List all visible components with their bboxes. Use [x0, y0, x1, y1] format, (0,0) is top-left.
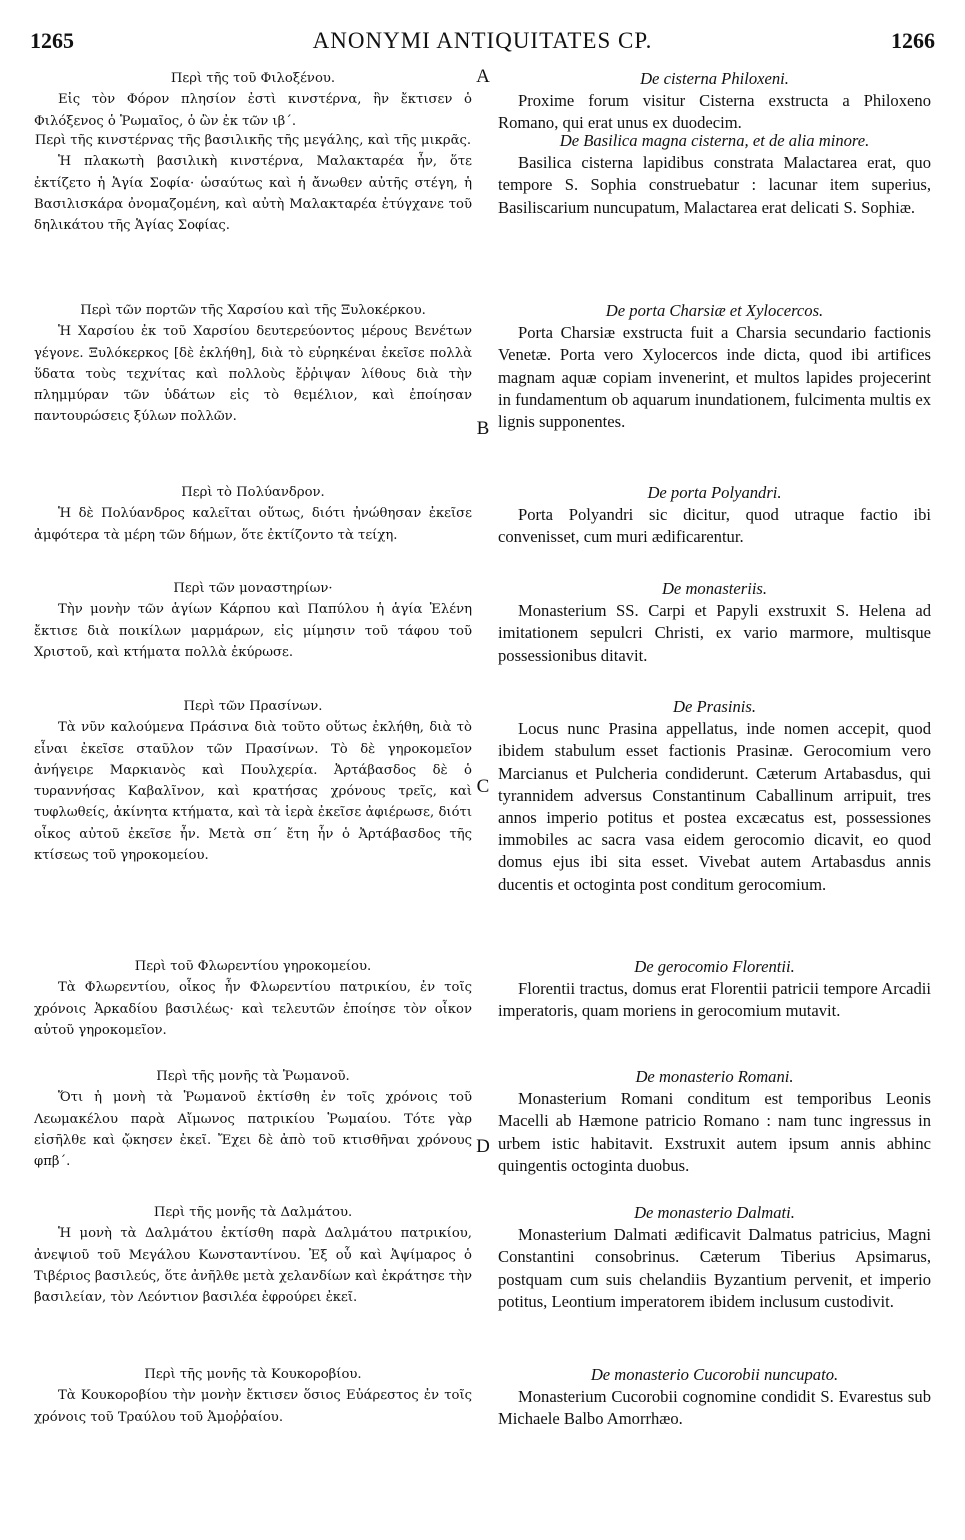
latin-heading: De gerocomio Florentii. [634, 957, 795, 976]
latin-heading: De Basilica magna cisterna, et de alia minore. [559, 131, 870, 150]
latin-column [498, 68, 931, 1431]
latin-paragraph: Locus nunc Prasina appellatus, inde nomen accepit, quod ibidem stabulum esset factionis Prasinæ. Gerocomium vero Marcianus et Pulcheria condiderunt. Cæterum Artabasdus, qui tyrannidem adversus Constantinum Caballinum arripuit, tres annos imperio potitus et postea excæcatus est, possessiones immobiles ac sacra vasa eidem gerocomio dicavit, eo quod domus ejus ibi sita esset. Vivebat autem Artabasdus annis ducentis et octoginta post conditum gerocomium. [498, 719, 931, 894]
greek-section [34, 1066, 472, 1202]
latin-section [498, 300, 931, 482]
running-title: ANONYMI ANTIQUITATES CP. [312, 28, 653, 53]
page-number-left: 1265 [30, 28, 74, 53]
greek-section [34, 578, 472, 696]
greek-heading: Περὶ τῆς κινστέρνας τῆς βασιλικῆς τῆς μεγάλης, καὶ τῆς μικρᾶς. [34, 133, 472, 148]
greek-paragraph: Ἡ δὲ Πολύανδρος καλεῖται οὕτως, διότι ἠνώθησαν ἐκεῖσε ἀμφότερα τὰ μέρη τῶν δήμων, ὅτε ἐκτίζοντο τὰ τείχη. [34, 506, 472, 543]
greek-paragraph: Τὴν μονὴν τῶν ἁγίων Κάρπου καὶ Παπύλου ἡ ἁγία Ἑλένη ἔκτισε διὰ ποικίλων μαρμάρων, εἰς μίμησιν τοῦ τάφου τοῦ Χριστοῦ, καὶ κτήματα πολλὰ ἐκύρωσε. [34, 602, 472, 660]
greek-heading: Περὶ τὸ Πολύανδρον. [181, 485, 325, 500]
margin-marker-d: D [476, 1136, 490, 1157]
latin-heading: De monasterio Cucorobii nuncupato. [590, 1365, 839, 1384]
greek-heading: Περὶ τῆς τοῦ Φιλοξένου. [170, 71, 336, 86]
latin-paragraph: Porta Charsiæ exstructa fuit a Charsia secundario factionis Venetæ. Porta vero Xylocercos inde dicta, quod ibi artifices magnam aquæ copiam invenerint, et multos lapides projecerint in fundamentum ob aquarum inundationem, fulcimenta multis ex lignis supponentes. [498, 323, 931, 432]
greek-paragraph: Τὰ νῦν καλούμενα Πράσινα διὰ τοῦτο οὕτως ἐκλήθη, διὰ τὸ εἶναι ἐκεῖσε σταῦλον τῶν Πρασίνων. Τὸ δὲ γηροκομεῖον ἀνήγειρε Μαρκιανὸς καὶ Πουλχερία. Ἀρτάβασδος δὲ ὁ τυραννήσας Καβαλῖνον, καὶ κρατήσας χρόνους τρεῖς, καὶ τυφλωθείς, ἀκίνητα κτήματα, καὶ τὰ ἱερὰ ἐκεῖσε ἀφιέρωσε, διότι οἶκος αὐτοῦ ἐκεῖσε ἦν. Μετὰ σπ΄ ἔτη ἦν ὁ Ἀρτάβασδος τῆς κτίσεως τοῦ γηροκομείου. [34, 720, 472, 864]
greek-section [34, 956, 472, 1066]
page-header [30, 28, 935, 58]
latin-section [498, 578, 931, 696]
greek-paragraph: Ὅτι ἡ μονὴ τὰ Ῥωμανοῦ ἐκτίσθη ἐν τοῖς χρόνοις τοῦ Λεωμακέλου παρὰ Αἴμωνος πατρικίου Ῥωμαίου. Τότε γὰρ εἰσῆλθε καὶ ᾤκησεν ἐκεῖ. Ἔχει δὲ ἀπὸ τοῦ κτισθῆναι χρόνους φπβ΄. [34, 1090, 472, 1170]
latin-paragraph: Porta Polyandri sic dicitur, quod utraque factio ibi convenisset, cum muri ædificarentur. [498, 505, 931, 547]
greek-paragraph: Ἡ Χαρσίου ἐκ τοῦ Χαρσίου δευτερεύοντος μέρους Βενέτων γέγονε. Ξυλόκερκος [δὲ ἐκλήθη], διὰ τὸ εὑρηκέναι ἐκεῖσε πολλὰ ὕδατα τοὺς τεχνίτας καὶ πολλοὺς ἔῤῥιψαν λίθους διὰ τὴν πλημμύραν τῶν ὑδάτων εἰς τὸ θεμέλιον, καὶ ἐποίησαν παντουρώσεις ξύλων πολλῶν. [34, 324, 472, 425]
latin-paragraph: Monasterium Dalmati ædificavit Dalmatus patricius, Magni Constantini consobrinus. Cæterum Tiberius Apsimarus, postquam cum suis chelandiis Byzantium pervenit, et imperio potitus, Leontium imperatorem ibidem inclusum custodivit. [498, 1225, 931, 1311]
page-number-right: 1266 [891, 28, 935, 53]
greek-paragraph: Ἡ πλακωτὴ βασιλικὴ κινστέρνα, Μαλακταρέα ἦν, ὅτε ἐκτίζετο ἡ Ἁγία Σοφία· ὡσαύτως καὶ ἡ ἄνωθεν αὐτῆς στέγη, ἡ Βασιλισκάρα ὀνομαζομένη, καὶ αὐτὴ Μαλακταρέα ἐτύγχανε τοῦ δηλικάτου τῆς Ἁγίας Σοφίας. [34, 154, 472, 234]
greek-heading: Περὶ τοῦ Φλωρεντίου γηροκομείου. [134, 959, 372, 974]
latin-heading: De porta Polyandri. [647, 483, 782, 502]
greek-heading: Περὶ τῶν μοναστηρίων· [173, 581, 333, 596]
greek-section [34, 1202, 472, 1364]
greek-heading: Περὶ τῆς μονῆς τὰ Δαλμάτου. [153, 1205, 353, 1220]
greek-section [34, 1364, 472, 1428]
latin-heading: De monasteriis. [661, 579, 768, 598]
latin-section [498, 956, 931, 1066]
greek-section [34, 300, 472, 482]
latin-section [498, 696, 931, 956]
latin-section [498, 1364, 931, 1431]
margin-marker-b: B [476, 418, 490, 439]
latin-paragraph: Florentii tractus, domus erat Florentii patricii tempore Arcadii imperatoris, quam moriens in gerocomium mutavit. [498, 979, 931, 1021]
latin-paragraph: Monasterium SS. Carpi et Papyli exstruxit S. Helena ad imitationem sepulcri Christi, ex vario marmore, multisque possessionibus ditavit. [498, 601, 931, 665]
greek-heading: Περὶ τῶν πορτῶν τῆς Χαρσίου καὶ τῆς Ξυλοκέρκου. [80, 303, 426, 318]
latin-heading: De cisterna Philoxeni. [640, 69, 789, 88]
greek-paragraph: Ἡ μονὴ τὰ Δαλμάτου ἐκτίσθη παρὰ Δαλμάτου πατρικίου, ἀνεψιοῦ τοῦ Μεγάλου Κωνσταντίνου. Ἐξ οὗ καὶ Ἀψίμαρος ὁ Τιβέριος βασιλεύς, ὅτε ἀνῆλθε μετὰ χελανδίων καὶ ἐκράτησε τὴν βασιλείαν, τὸν Λεόντιον βασιλέα ἐφρούρει ἐκεῖ. [34, 1226, 472, 1306]
greek-heading: Περὶ τῆς μονῆς τὰ Κουκοροβίου. [144, 1367, 362, 1382]
greek-paragraph: Τὰ Φλωρεντίου, οἶκος ἦν Φλωρεντίου πατρικίου, ἐν τοῖς χρόνοις Ἀρκαδίου βασιλέως· καὶ τελευτῶν ἐποίησε τὸν οἶκον αὐτοῦ γηροκομεῖον. [34, 980, 472, 1038]
greek-heading: Περὶ τῆς μονῆς τὰ Ῥωμανοῦ. [156, 1069, 350, 1084]
latin-section [498, 68, 931, 133]
greek-column [34, 68, 472, 1428]
latin-section [498, 130, 931, 300]
greek-section [34, 482, 472, 578]
greek-section [34, 696, 472, 956]
latin-heading: De monasterio Dalmati. [634, 1203, 795, 1222]
latin-section [498, 482, 931, 578]
greek-heading: Περὶ τῶν Πρασίνων. [183, 699, 323, 714]
margin-marker-c: C [476, 776, 490, 797]
latin-heading: De porta Charsiæ et Xylocercos. [605, 301, 824, 320]
latin-heading: De Prasinis. [673, 697, 756, 716]
greek-section [34, 130, 472, 300]
latin-paragraph: Basilica cisterna lapidibus constrata Malactarea erat, quo tempore S. Sophia construebatur : lacunar item superius, Basiliscarium nuncupatum, Malactarea erat delicati S. Sophiæ. [498, 153, 931, 217]
greek-paragraph: Εἰς τὸν Φόρον πλησίον ἐστὶ κινστέρνα, ἣν ἔκτισεν ὁ Φιλόξενος ὁ Ῥωμαῖος, ὁ ὢν ἐκ τῶν ιβ΄. [34, 92, 472, 129]
latin-paragraph: Monasterium Cucorobii cognomine condidit S. Evarestus sub Michaele Balbo Amorrhæo. [498, 1387, 931, 1429]
latin-heading: De monasterio Romani. [635, 1067, 794, 1086]
latin-section [498, 1066, 931, 1202]
greek-paragraph: Τὰ Κουκοροβίου τὴν μονὴν ἔκτισεν ὅσιος Εὐάρεστος ἐν τοῖς χρόνοις τοῦ Τραύλου τοῦ Ἀμοῤῥαίου. [34, 1388, 472, 1425]
latin-paragraph: Monasterium Romani conditum est temporibus Leonis Macelli ab Hæmone patricio Romano : nam tunc ingressus in urbem istic habitavit. Exstruxit autem ipsum annis abhinc quingentis octoginta duobus. [498, 1089, 931, 1175]
greek-section [34, 68, 472, 130]
margin-marker-a: A [476, 66, 490, 87]
latin-paragraph: Proxime forum visitur Cisterna exstructa a Philoxeno Romano, qui erat unus ex duodecim. [498, 91, 931, 133]
latin-section [498, 1202, 931, 1364]
